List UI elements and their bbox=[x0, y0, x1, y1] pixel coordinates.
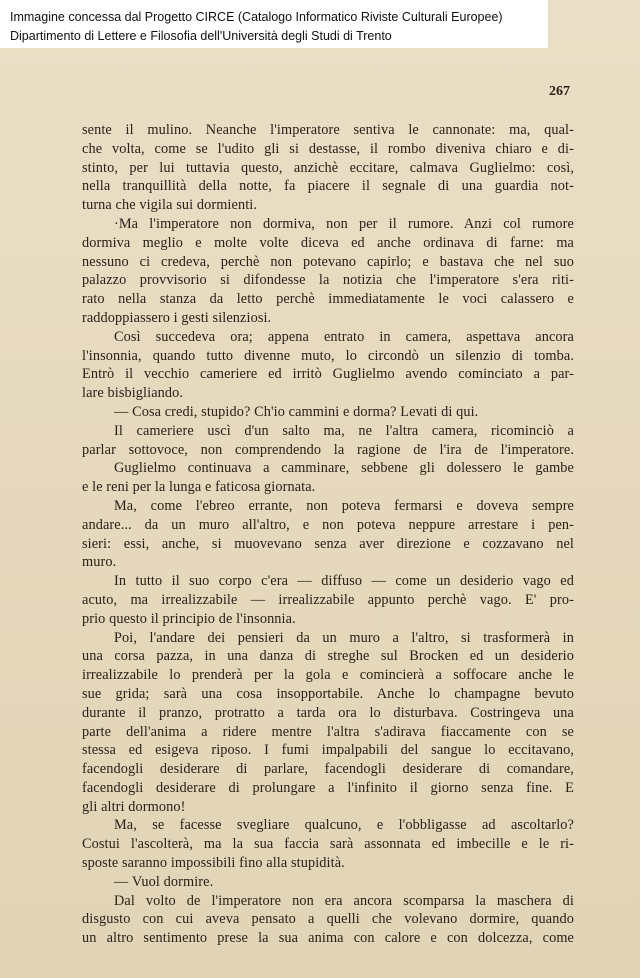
text-line: facendogli desiderare di prolungare a l'infinito il giorno senza fine. E bbox=[82, 779, 574, 796]
text-line: Ma, se facesse svegliare qualcuno, e l'obbligasse ad ascoltarlo? bbox=[114, 817, 574, 834]
text-line: rato nella stanza da letto perchè immediatamente le voci calassero e bbox=[82, 291, 574, 308]
text-line: dormiva meglio e molte volte diceva ed anche ordinava di farne: ma bbox=[82, 234, 574, 251]
text-line: sente il mulino. Neanche l'imperatore sentiva le cannonate: ma, qual- bbox=[82, 122, 574, 138]
source-banner bbox=[0, 0, 548, 48]
text-line: — Cosa credi, stupido? Ch'io cammini e dorma? Levati di qui. bbox=[114, 403, 479, 420]
text-line: — Vuol dormire. bbox=[114, 873, 214, 890]
banner-line-2: Dipartimento di Lettere e Filosofia dell'Università degli Studi di Trento bbox=[10, 29, 392, 43]
text-line: acuto, ma irrealizzabile — irrealizzabile appunto perchè vago. E' pro- bbox=[82, 591, 574, 608]
text-line: lare bisbigliando. bbox=[82, 385, 184, 402]
text-line: In tutto il suo corpo c'era — diffuso — come un desiderio vago ed bbox=[114, 573, 574, 590]
text-line: stessa ed esigeva riposo. I fumi impalpabili del sangue lo eccitavano, bbox=[82, 742, 574, 759]
text-line: muro. bbox=[82, 554, 117, 571]
text-line: palazzo provvisorio si difondesse la notizia che l'imperatore s'era riti- bbox=[82, 272, 574, 289]
text-line: nella tranquillità della notte, fa piacere il segnale di una guardia not- bbox=[82, 178, 574, 195]
text-line: disgusto con cui aveva pensato a quelli che volevano dormire, quando bbox=[82, 911, 574, 928]
text-line: sue grida; sarà una cosa insopportabile. Anche lo champagne bevuto bbox=[82, 685, 574, 702]
text-line: l'insonnia, quando tutto divenne muto, lo circondò un silenzio di tomba. bbox=[82, 347, 574, 364]
text-line: un altro sentimento prese la sua anima con calore e con dolcezza, come bbox=[82, 930, 574, 947]
text-line: Costui l'ascolterà, ma la sua faccia sarà assonnata ed imbecille e le ri- bbox=[82, 836, 574, 853]
text-line: facendogli desiderare di parlare, facendogli desiderare di comandare, bbox=[82, 761, 574, 778]
text-line: prio questo il principio de l'insonnia. bbox=[82, 610, 296, 627]
text-line: Dal volto de l'imperatore non era ancora scomparsa la maschera di bbox=[114, 892, 574, 909]
text-line: Poi, l'andare dei pensieri da un muro a l'altro, si trasformerà in bbox=[114, 629, 574, 646]
text-line: nessuno ci credeva, perchè non potevano capirlo; e bastava che nel suo bbox=[82, 253, 574, 270]
text-line: Entrò il vecchio cameriere ed irritò Guglielmo avendo cominciato a par- bbox=[82, 366, 574, 383]
body-text bbox=[82, 121, 574, 948]
text-line: parlar sottovoce, non comprendendo la ragione de l'ira de l'imperatore. bbox=[82, 441, 574, 458]
text-line: Guglielmo continuava a camminare, sebbene gli dolessero le gambe bbox=[114, 460, 574, 477]
text-line: stinto, per lui tuttavia questo, anzichè eccitare, calmava Guglielmo: così, bbox=[82, 159, 574, 176]
text-line: turna che vigila sui dormienti. bbox=[82, 197, 258, 214]
text-line: irrealizzabile lo prenderà per la gola e comincierà a soffocare anche le bbox=[82, 667, 574, 684]
text-line: sieri: essi, anche, si muovevano senza aver direzione e cozzavano nel bbox=[82, 535, 574, 552]
text-line: sposte saranno impossibili fino alla stupidità. bbox=[82, 855, 345, 872]
text-line: parte dell'anima a ridere mentre l'altra s'adirava fiaccamente con se bbox=[82, 723, 574, 740]
text-line: gli altri dormono! bbox=[82, 798, 186, 815]
text-line: ·Ma l'imperatore non dormiva, non per il rumore. Anzi col rumore bbox=[114, 215, 574, 232]
text-line: e le reni per la lunga e faticosa giornata. bbox=[82, 479, 316, 496]
banner-line-1: Immagine concessa dal Progetto CIRCE (Catalogo Informatico Riviste Culturali Europee) bbox=[10, 10, 503, 24]
text-line: andare... da un muro all'altro, e non poteva neppure arrestare i pen- bbox=[82, 516, 574, 533]
text-line: Così succedeva ora; appena entrato in camera, aspettava ancora bbox=[114, 328, 574, 345]
text-line: Il cameriere uscì d'un salto ma, ne l'altra camera, ricominciò a bbox=[114, 422, 574, 439]
text-line: durante il pranzo, protratto a tarda ora lo disturbava. Costringeva una bbox=[82, 704, 574, 721]
text-line: che volta, come se l'udito gli si destasse, il rombo diveniva chiaro e di- bbox=[82, 140, 574, 157]
text-line: raddoppiassero i gesti silenziosi. bbox=[82, 309, 272, 326]
page-number: 267 bbox=[549, 84, 570, 99]
text-line: una corsa pazza, in una danza di streghe sul Brocken ed un desiderio bbox=[82, 648, 574, 665]
text-line: Ma, come l'ebreo errante, non poteva fermarsi e doveva sempre bbox=[114, 497, 574, 514]
